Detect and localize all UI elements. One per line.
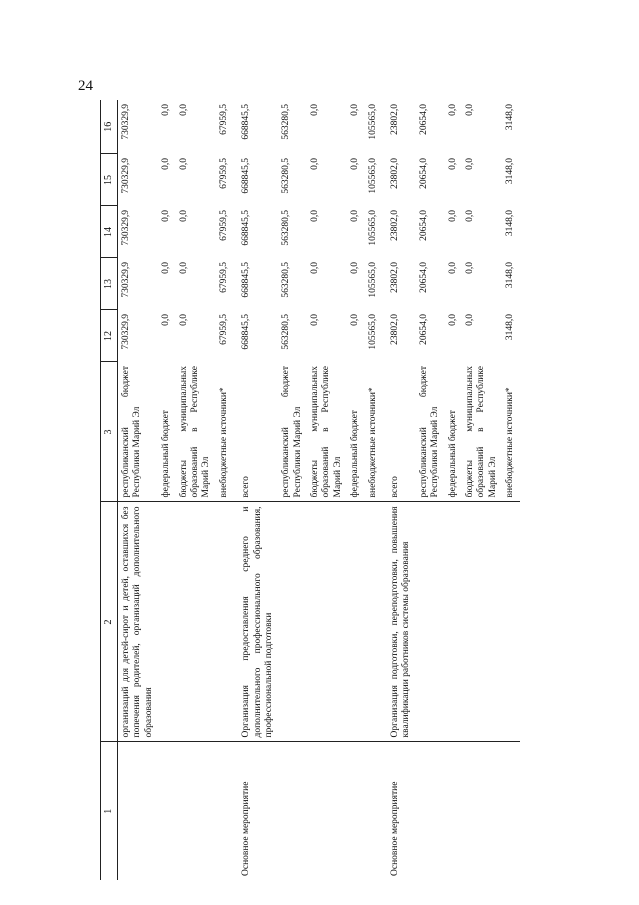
event-type-cell: Основное мероприятие bbox=[382, 742, 416, 880]
amount-cell: 0,0 bbox=[161, 314, 172, 326]
amount-cell: 0,0 bbox=[447, 104, 458, 116]
event-type-cell: Основное мероприятие bbox=[233, 742, 278, 880]
event-name-cell bbox=[416, 502, 445, 742]
amount-cell: 668845,5 bbox=[241, 314, 252, 350]
funding-source-cell: республиканский бюджет Республики Марий Эл bbox=[121, 366, 143, 498]
event-type-cell bbox=[445, 742, 462, 880]
table-row bbox=[347, 100, 364, 880]
event-type-cell bbox=[118, 742, 159, 880]
header-cell: 15 bbox=[101, 154, 118, 206]
amount-cell: 0,0 bbox=[310, 210, 321, 222]
table-row bbox=[118, 100, 159, 880]
funding-source-cell: всего bbox=[390, 476, 401, 498]
funding-source-cell: федеральный бюджет bbox=[350, 410, 361, 498]
amount-cell: 67959,5 bbox=[218, 210, 229, 241]
funding-source-cell: республиканский бюджет Республики Марий Эл bbox=[281, 366, 303, 498]
amount-cell: 563280,5 bbox=[281, 158, 292, 194]
amount-cell: 20654,0 bbox=[418, 314, 429, 345]
event-type-cell bbox=[216, 742, 233, 880]
amount-cell: 0,0 bbox=[350, 104, 361, 116]
amount-cell: 23802,0 bbox=[390, 158, 401, 189]
event-name-cell bbox=[502, 502, 519, 742]
header-cell: 14 bbox=[101, 206, 118, 258]
amount-cell: 0,0 bbox=[447, 262, 458, 274]
funding-source-cell: бюджеты муниципальных образований в Республике Марий Эл bbox=[178, 366, 212, 498]
amount-cell: 668845,5 bbox=[241, 158, 252, 194]
amount-cell: 0,0 bbox=[310, 262, 321, 274]
amount-cell: 3148,0 bbox=[505, 104, 516, 131]
event-type-cell bbox=[365, 742, 382, 880]
amount-cell: 0,0 bbox=[350, 210, 361, 222]
amount-cell: 67959,5 bbox=[218, 104, 229, 135]
amount-cell: 668845,5 bbox=[241, 262, 252, 298]
amount-cell: 668845,5 bbox=[241, 104, 252, 140]
amount-cell: 67959,5 bbox=[218, 262, 229, 293]
event-name-cell bbox=[462, 502, 502, 742]
page-number: 24 bbox=[78, 78, 93, 94]
funding-source-cell: республиканский бюджет Республики Марий Эл bbox=[418, 366, 441, 498]
event-name-cell bbox=[216, 502, 233, 742]
amount-cell: 20654,0 bbox=[418, 262, 429, 293]
amount-cell: 23802,0 bbox=[390, 262, 401, 293]
event-name-cell bbox=[347, 502, 364, 742]
table-row bbox=[502, 100, 519, 880]
amount-cell: 0,0 bbox=[161, 158, 172, 170]
amount-cell: 0,0 bbox=[447, 158, 458, 170]
amount-cell: 0,0 bbox=[310, 158, 321, 170]
amount-cell: 730329,9 bbox=[121, 104, 131, 140]
funding-source-cell: федеральный бюджет bbox=[447, 410, 458, 498]
amount-cell: 0,0 bbox=[464, 158, 475, 170]
amount-cell: 3148,0 bbox=[505, 158, 516, 185]
event-name-cell bbox=[445, 502, 462, 742]
table-row bbox=[278, 100, 307, 880]
amount-cell: 105565,0 bbox=[367, 104, 378, 140]
amount-cell: 3148,0 bbox=[505, 210, 516, 237]
amount-cell: 563280,5 bbox=[281, 262, 292, 298]
amount-cell: 67959,5 bbox=[218, 158, 229, 189]
amount-cell: 23802,0 bbox=[390, 104, 401, 135]
funding-source-cell: внебюджетные источники* bbox=[218, 387, 229, 498]
event-type-cell bbox=[347, 742, 364, 880]
header-cell: 1 bbox=[101, 742, 118, 880]
amount-cell: 0,0 bbox=[350, 314, 361, 326]
event-type-cell bbox=[158, 742, 175, 880]
event-name-cell bbox=[176, 502, 216, 742]
event-type-cell bbox=[502, 742, 519, 880]
amount-cell: 0,0 bbox=[350, 158, 361, 170]
amount-cell: 0,0 bbox=[350, 262, 361, 274]
funding-source-cell: внебюджетные источники* bbox=[505, 387, 516, 498]
event-name-cell bbox=[365, 502, 382, 742]
table-row bbox=[158, 100, 175, 880]
amount-cell: 3148,0 bbox=[505, 314, 516, 341]
event-name-cell: Организация подготовки, переподготовки, повышения квалификации работников системы образования bbox=[382, 502, 416, 742]
amount-cell: 0,0 bbox=[447, 210, 458, 222]
amount-cell: 0,0 bbox=[178, 210, 189, 222]
amount-cell: 730329,9 bbox=[121, 158, 131, 194]
event-type-cell bbox=[176, 742, 216, 880]
amount-cell: 0,0 bbox=[464, 262, 475, 274]
funding-source-cell: федеральный бюджет bbox=[161, 410, 172, 498]
amount-cell: 0,0 bbox=[464, 314, 475, 326]
amount-cell: 0,0 bbox=[310, 104, 321, 116]
amount-cell: 20654,0 bbox=[418, 158, 429, 189]
table-row bbox=[445, 100, 462, 880]
amount-cell: 23802,0 bbox=[390, 314, 401, 345]
table-row bbox=[176, 100, 216, 880]
table-row bbox=[382, 100, 416, 880]
header-cell: 16 bbox=[101, 100, 118, 154]
amount-cell: 730329,9 bbox=[121, 262, 131, 298]
header-cell: 12 bbox=[101, 310, 118, 362]
table-row bbox=[307, 100, 347, 880]
amount-cell: 0,0 bbox=[161, 104, 172, 116]
table-row bbox=[462, 100, 502, 880]
amount-cell: 105565,0 bbox=[367, 314, 378, 350]
event-type-cell bbox=[307, 742, 347, 880]
event-name-cell bbox=[158, 502, 175, 742]
amount-cell: 0,0 bbox=[178, 104, 189, 116]
event-name-cell bbox=[307, 502, 347, 742]
amount-cell: 730329,9 bbox=[121, 210, 131, 246]
amount-cell: 563280,5 bbox=[281, 104, 292, 140]
amount-cell: 730329,9 bbox=[121, 314, 131, 350]
table-row bbox=[416, 100, 445, 880]
amount-cell: 105565,0 bbox=[367, 158, 378, 194]
amount-cell: 0,0 bbox=[178, 158, 189, 170]
amount-cell: 3148,0 bbox=[505, 262, 516, 289]
amount-cell: 0,0 bbox=[464, 210, 475, 222]
rotated-table-container bbox=[100, 100, 620, 880]
funding-source-cell: бюджеты муниципальных образований в Республике Марий Эл bbox=[464, 366, 498, 498]
amount-cell: 0,0 bbox=[447, 314, 458, 326]
budget-table bbox=[100, 100, 520, 880]
amount-cell: 0,0 bbox=[464, 104, 475, 116]
amount-cell: 20654,0 bbox=[418, 104, 429, 135]
amount-cell: 563280,5 bbox=[281, 314, 292, 350]
amount-cell: 0,0 bbox=[161, 210, 172, 222]
amount-cell: 105565,0 bbox=[367, 210, 378, 246]
event-type-cell bbox=[462, 742, 502, 880]
amount-cell: 0,0 bbox=[178, 262, 189, 274]
header-cell: 13 bbox=[101, 258, 118, 310]
amount-cell: 563280,5 bbox=[281, 210, 292, 246]
table-body bbox=[118, 100, 520, 880]
event-name-cell: Организация предоставления среднего и дополнительного профессионального образования, профессиональной подготовки bbox=[233, 502, 278, 742]
table-row bbox=[216, 100, 233, 880]
table-row bbox=[365, 100, 382, 880]
event-name-cell: организаций для детей-сирот и детей, оставшихся без попечения родителей, организаций дополнительного образования bbox=[118, 502, 159, 742]
amount-cell: 668845,5 bbox=[241, 210, 252, 246]
amount-cell: 0,0 bbox=[310, 314, 321, 326]
header-cell: 3 bbox=[101, 362, 118, 502]
amount-cell: 0,0 bbox=[161, 262, 172, 274]
header-cell: 2 bbox=[101, 502, 118, 742]
event-type-cell bbox=[278, 742, 307, 880]
header-row bbox=[101, 100, 118, 880]
event-name-cell bbox=[278, 502, 307, 742]
event-type-cell bbox=[416, 742, 445, 880]
funding-source-cell: внебюджетные источники* bbox=[367, 387, 378, 498]
amount-cell: 20654,0 bbox=[418, 210, 429, 241]
table-row bbox=[233, 100, 278, 880]
funding-source-cell: всего bbox=[241, 476, 252, 498]
amount-cell: 105565,0 bbox=[367, 262, 378, 298]
amount-cell: 67959,5 bbox=[218, 314, 229, 345]
funding-source-cell: бюджеты муниципальных образований в Республике Марий Эл bbox=[310, 366, 343, 498]
amount-cell: 23802,0 bbox=[390, 210, 401, 241]
amount-cell: 0,0 bbox=[178, 314, 189, 326]
